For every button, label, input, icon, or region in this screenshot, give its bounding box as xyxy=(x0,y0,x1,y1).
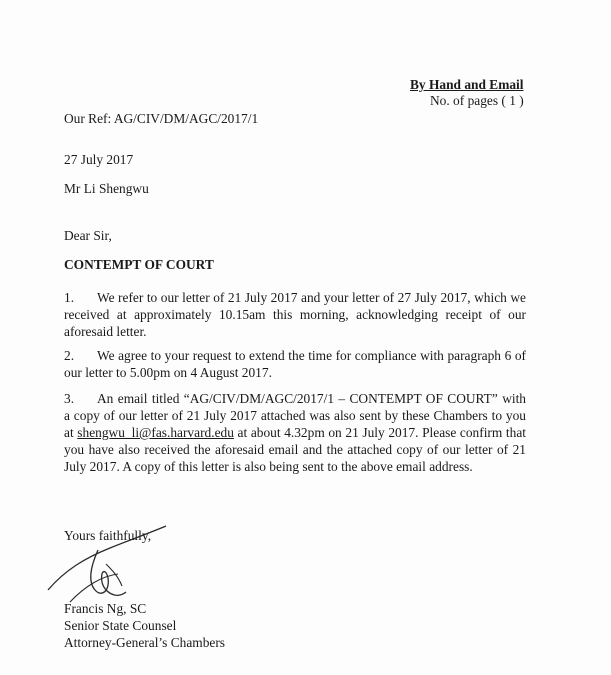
paragraph-text: An email titled “AG/CIV/DM/AGC/2017/1 – CONTEMPT OF COURT” with a copy of our letter of 21 July 2017 attached was also sent by these Chambers to you at xyxy=(64,391,526,440)
paragraph-text-continued: at about 4.32pm on 21 July 2017. Please confirm that you have also received the aforesaid email and the attached copy of our letter of 21 July 2017. A copy of this letter is also being sent to the above email address. xyxy=(64,425,527,474)
email-link[interactable]: shengwu_li@fas.harvard.edu xyxy=(77,425,234,440)
paragraph-text: We agree to your request to extend the time for compliance with paragraph 6 of our letter to 5.00pm on 4 August 2017. xyxy=(64,348,526,380)
signatory-title: Senior State Counsel xyxy=(64,618,177,633)
paragraph-number: 1. xyxy=(64,290,75,305)
delivery-method: By Hand and Email xyxy=(410,77,524,92)
letter-date: 27 July 2017 xyxy=(64,152,134,167)
addressee: Mr Li Shengwu xyxy=(64,181,149,196)
paragraph-2 xyxy=(64,347,526,381)
paragraph-number: 3. xyxy=(64,391,75,406)
paragraph-1 xyxy=(64,289,526,340)
signatory-name: Francis Ng, SC xyxy=(64,601,147,616)
subject-heading: CONTEMPT OF COURT xyxy=(64,257,214,272)
paragraph-text: We refer to our letter of 21 July 2017 and your letter of 27 July 2017, which we received at approximately 10.15am this morning, acknowledging receipt of our aforesaid letter. xyxy=(64,290,526,339)
signature-scribble xyxy=(40,520,170,610)
paragraph-3 xyxy=(64,390,526,475)
closing: Yours faithfully, xyxy=(64,528,152,543)
page-count: No. of pages ( 1 ) xyxy=(430,93,524,108)
signatory-office: Attorney-General’s Chambers xyxy=(64,635,226,650)
paragraph-number: 2. xyxy=(64,348,75,363)
reference-number: Our Ref: AG/CIV/DM/AGC/2017/1 xyxy=(64,111,259,126)
salutation: Dear Sir, xyxy=(64,228,112,243)
